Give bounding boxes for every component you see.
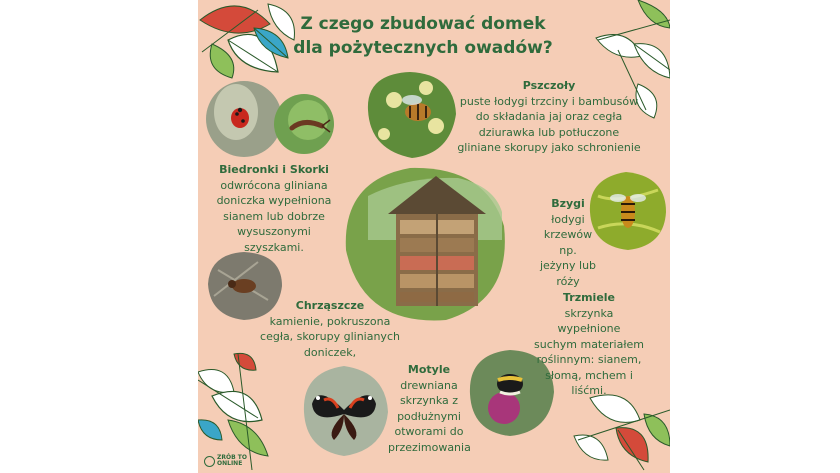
section-pszczoly bbox=[454, 78, 644, 156]
section-motyle bbox=[388, 362, 470, 455]
section-trzmiele bbox=[532, 290, 646, 399]
section-body: odwrócona gliniana doniczka wypełniona sianem lub dobrze wysuszonymi szyszkami. bbox=[216, 178, 332, 254]
section-body: łodygi krzewów np. jeżyny lub róży bbox=[539, 212, 597, 288]
leaf-decoration-bottom-right bbox=[574, 395, 670, 470]
page-title bbox=[258, 12, 588, 60]
section-body: drewniana skrzynka z podłużnymi otworami do przezimowania bbox=[388, 378, 471, 454]
logo-line-2: ONLINE bbox=[217, 460, 243, 467]
section-heading: Motyle bbox=[407, 363, 451, 376]
section-bzygi bbox=[538, 196, 598, 289]
section-body: skrzynka wypełnione suchym materiałem roślinnym: sianem, słomą, mchem i liśćmi. bbox=[534, 306, 644, 397]
section-heading: Trzmiele bbox=[562, 291, 616, 304]
section-body: puste łodygi trzciny i bambusów do składania jaj oraz cegła dziurawka lub potłuczone gliniane skorupy jako schronienie bbox=[457, 94, 641, 154]
title-line-1: Z czego zbudować domek bbox=[300, 14, 546, 34]
leaf-decoration-bottom-left bbox=[198, 353, 268, 470]
section-heading: Biedronki i Skorki bbox=[219, 163, 329, 176]
section-body: kamienie, pokruszona cegła, skorupy glinianych doniczek, bbox=[260, 314, 400, 359]
section-heading: Pszczoły bbox=[522, 79, 576, 92]
section-heading: Chrząszcze bbox=[295, 299, 365, 312]
bee-photo bbox=[368, 72, 456, 158]
section-heading: Bzygi bbox=[551, 197, 585, 210]
ladybug-photo bbox=[206, 81, 282, 157]
logo-line-1: ZRÓB TO bbox=[217, 454, 247, 461]
section-chrzaszcze bbox=[256, 298, 404, 360]
section-biedronki bbox=[212, 162, 336, 255]
brand-logo bbox=[204, 455, 247, 467]
hoverfly-photo bbox=[590, 172, 666, 250]
earwig-photo bbox=[274, 94, 334, 154]
infographic-poster bbox=[198, 0, 670, 473]
butterfly-photo bbox=[304, 366, 388, 456]
title-line-2: dla pożytecznych owadów? bbox=[293, 38, 553, 58]
logo-ring-icon bbox=[204, 456, 215, 467]
